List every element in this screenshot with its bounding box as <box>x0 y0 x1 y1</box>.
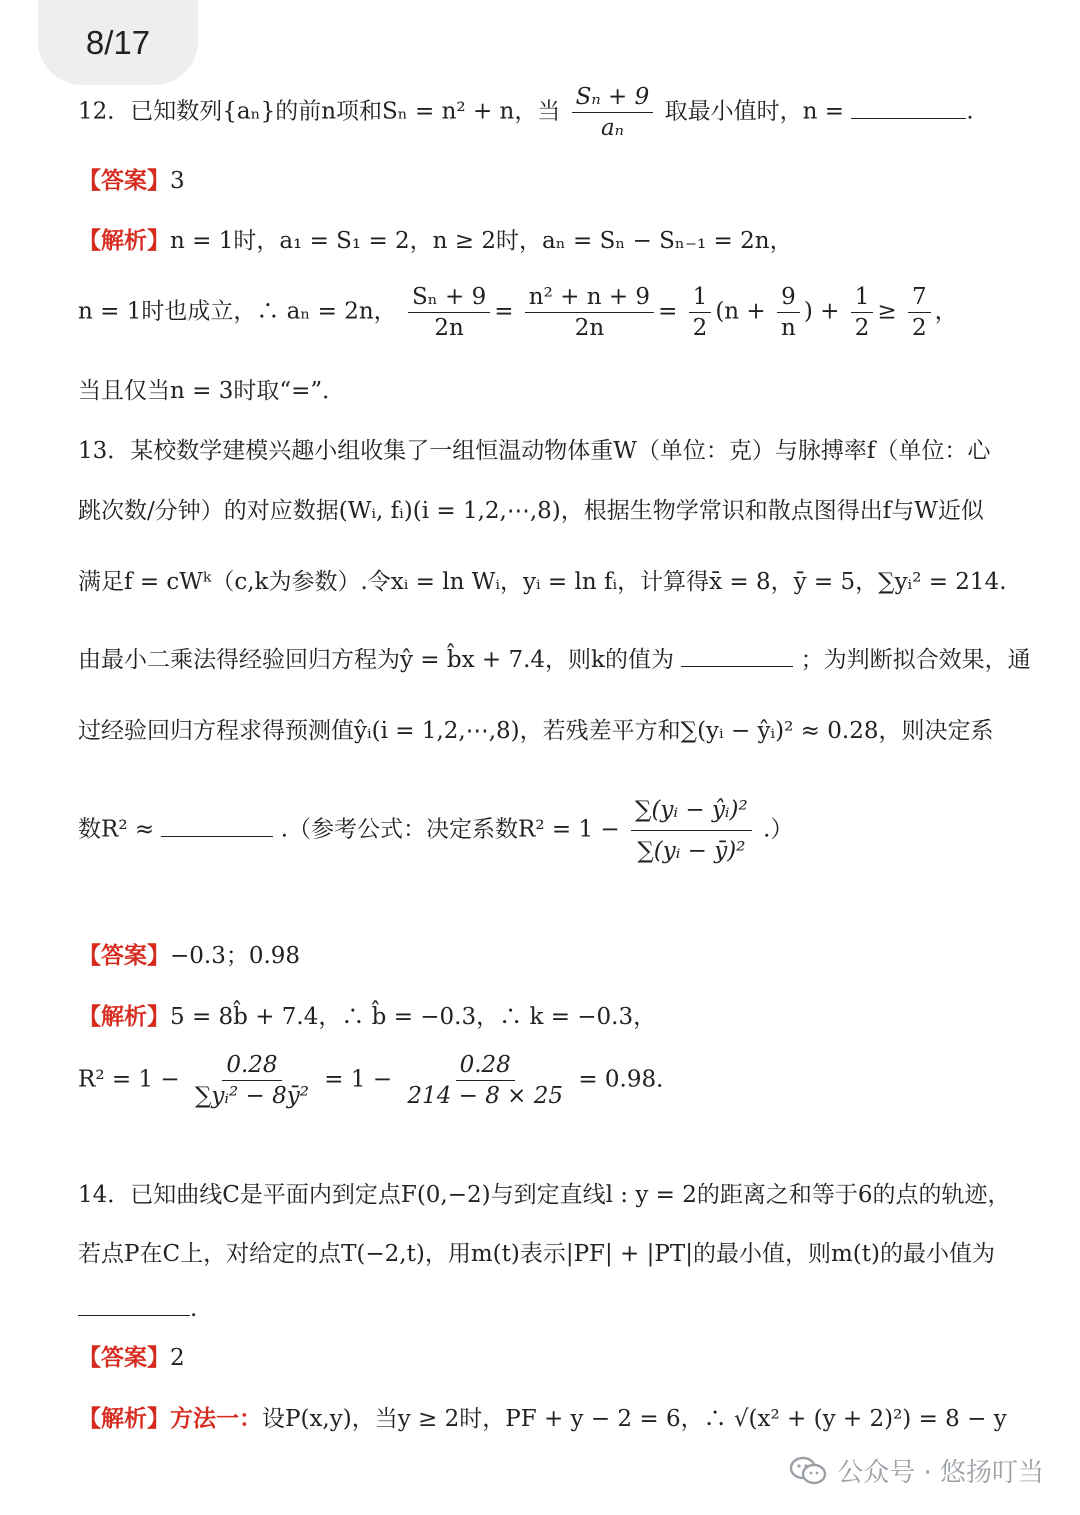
q12-analysis-2: n = 1时也成立，∴ aₙ = 2n， $\frac{\text{Sₙ + 9}}{2n}$ = $\frac{\text{n² + n + 9}}{2n}$ = $\frac{1}{2}$ (n + $\frac{9}{n}$ ) + $\frac{1}{2}$ ≥ $\frac{7}{2}$ ， <box>78 284 958 341</box>
q13-line-3: 满足f = cWᵏ（c,k为参数）.令xᵢ = ln Wᵢ，yᵢ = ln fᵢ，计算得x̄ = 8，ȳ = 5，∑yᵢ² = 214. <box>78 569 1007 595</box>
q12-analysis-3: 当且仅当n = 3时取“=”． <box>78 378 346 404</box>
q12-fraction: $\frac{\text{Sₙ + 9}}{\text{aₙ}}$ <box>572 82 654 143</box>
q13-analysis-1: 【解析】5 = 8b̂ + 7.4，∴ b̂ = −0.3，∴ k = −0.3， <box>78 1004 657 1030</box>
q13-answer: 【答案】−0.3；0.98 <box>78 943 301 969</box>
page-indicator: 8/17 <box>38 0 198 85</box>
watermark-text: 公众号 · 悠扬叮当 <box>837 1458 1044 1488</box>
q13-line-2: 跳次数/分钟）的对应数据(Wᵢ, fᵢ)(i = 1,2,⋯,8)，根据生物学常识和散点图得出f与W近似 <box>78 498 984 524</box>
q12-answer: 【答案】3 <box>78 168 185 194</box>
q13-line-6: 数R² ≈ .（参考公式：决定系数R² = 1 − $\frac{\text{∑(yᵢ − ŷᵢ)²}}{\text{∑(yᵢ − ȳ)²}}$ .） <box>78 790 1010 871</box>
q13-line-4: 由最小二乘法得经验回归方程为ŷ = b̂x + 7.4，则k的值为 ；为判断拟合效果，通 <box>78 643 1010 677</box>
q13-blank-k <box>681 644 793 667</box>
watermark <box>789 1452 1044 1489</box>
q12-stem: 12．已知数列{aₙ}的前n项和Sₙ = n² + n，当 $\frac{\text{Sₙ + 9}}{\text{aₙ}}$ 取最小值时，n = . <box>78 84 974 141</box>
q14-answer-blank <box>78 1293 190 1316</box>
q14-line-1: 14．已知曲线C是平面内到定点F(0,−2)与到定直线l : y = 2的距离之和等于6的点的轨迹， <box>78 1182 1011 1208</box>
q14-line-2: 若点P在C上，对给定的点T(−2,t)，用m(t)表示|PF| + |PT|的最小值，则m(t)的最小值为 <box>78 1241 995 1267</box>
q13-ref-formula: $\frac{\text{∑(yᵢ − ŷᵢ)²}}{\text{∑(yᵢ − ȳ)²}}$ <box>631 790 752 871</box>
q13-blank-r2 <box>161 814 273 837</box>
q12-answer-blank <box>851 96 966 119</box>
q14-blank-line: . <box>78 1292 1010 1326</box>
q14-answer: 【答案】2 <box>78 1345 185 1371</box>
q12-analysis-1: 【解析】n = 1时，a₁ = S₁ = 2，n ≥ 2时，aₙ = Sₙ − Sₙ₋₁ = 2n， <box>78 228 793 254</box>
q14-analysis-1: 【解析】方法一：设P(x,y)，当y ≥ 2时，PF + y − 2 = 6，∴ √(x² + (y + 2)²) = 8 − y <box>78 1406 1007 1432</box>
q13-analysis-2: R² = 1 − $\frac{0.28}{\text{∑yᵢ² − 8ȳ²}}$ = 1 − $\frac{0.28}{214 - 8 \times 25}$ = 0.98． <box>78 1052 680 1109</box>
q13-line-1: 13．某校数学建模兴趣小组收集了一组恒温动物体重W（单位：克）与脉搏率f（单位：心 <box>78 438 991 464</box>
wechat-icon <box>789 1456 827 1486</box>
q13-line-5: 过经验回归方程求得预测值ŷᵢ(i = 1,2,⋯,8)，若残差平方和∑(yᵢ − ŷᵢ)² ≈ 0.28，则决定系 <box>78 718 994 744</box>
